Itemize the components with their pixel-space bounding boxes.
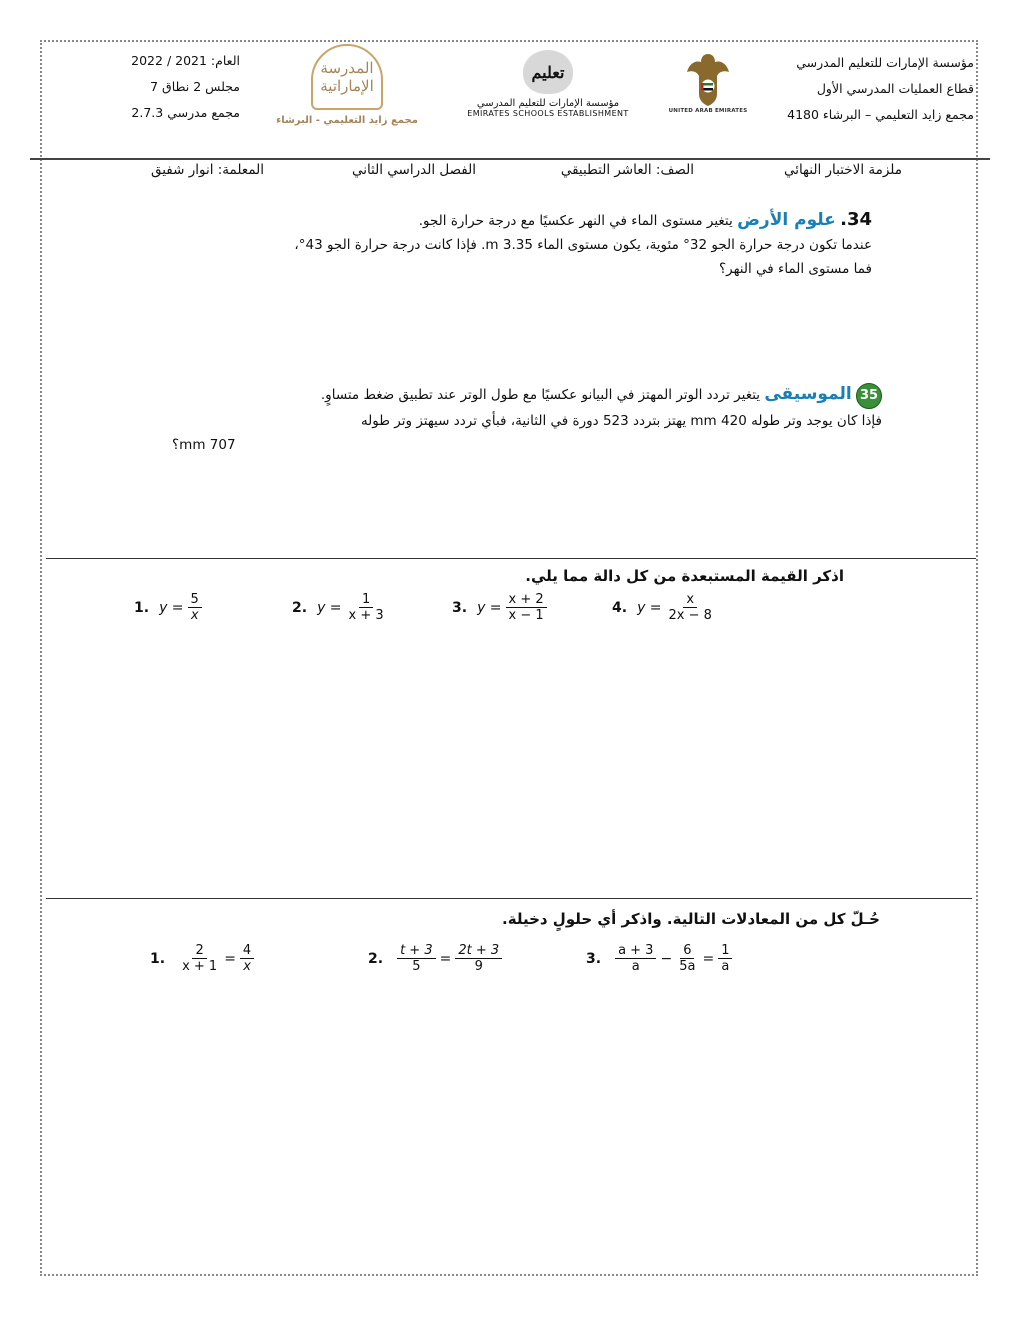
header-right-line3: مجمع زايد التعليمي – البرشاء 4180	[787, 107, 974, 122]
q34-line2: عندما تكون درجة حرارة الجو 32° مئوية، يكون مستوى الماء 3.35 m. فإذا كانت درجة حرارة الجو 43°،	[294, 237, 872, 253]
excluded-item-4-fraction	[666, 592, 715, 623]
ese-arabic-name: مؤسسة الإمارات للتعليم المدرسي	[476, 98, 620, 109]
excluded-item-3-fraction	[506, 592, 547, 623]
header-left	[100, 48, 240, 126]
fraction-numerator: 1	[359, 592, 373, 608]
equations-title: حُـلّ كل من المعادلات التالية. واذكر أي حلولٍ دخيلة.	[502, 910, 880, 928]
emirati-school-logo	[272, 44, 422, 126]
equation-1-number: 1.	[150, 950, 166, 967]
q35-topic: الموسيقى	[764, 384, 852, 404]
ese-logo	[458, 50, 638, 118]
equation-2	[368, 943, 506, 974]
q35-number-badge: 35	[856, 383, 882, 409]
teacher-label: المعلمة: انوار شفيق	[150, 162, 264, 178]
fraction-numerator: x	[683, 592, 697, 608]
equation-2-number: 2.	[368, 950, 384, 967]
equals-sign: =	[702, 950, 715, 967]
equation-3-second-fraction	[676, 943, 698, 974]
fraction-denominator: a	[721, 959, 730, 974]
fraction-numerator: 2	[192, 943, 206, 959]
minus-sign: −	[660, 950, 673, 967]
q35-line1: يتغير تردد الوتر المهتز في البيانو عكسيًا مع طول الوتر عند تطبيق ضغط متساوٍ.	[320, 387, 761, 403]
q35-line3: 707 mm؟	[172, 437, 236, 453]
excluded-item-3-number: 3.	[452, 599, 468, 616]
equals-sign: =	[224, 950, 236, 967]
school-emblem-icon: المدرسة الإماراتية	[311, 44, 383, 110]
fraction-numerator: x + 2	[506, 592, 547, 608]
excluded-item-4	[612, 592, 719, 623]
fraction-denominator: a	[631, 959, 640, 974]
header-right-line2: قطاع العمليات المدرسي الأول	[816, 81, 974, 96]
section-divider-1	[46, 558, 976, 559]
fraction-numerator: 2t + 3	[455, 943, 502, 959]
header-left-line1: العام: 2021 / 2022	[131, 53, 240, 68]
equation-3-third-fraction	[718, 943, 732, 974]
excluded-values-title: اذكر القيمة المستبعدة من كل دالة مما يلي.	[525, 567, 844, 585]
equals-sign: =	[439, 950, 452, 967]
uae-emblem-logo	[668, 50, 748, 114]
fraction-numerator: a + 3	[615, 943, 656, 959]
fraction-denominator: x − 1	[508, 608, 544, 623]
header-left-line2: مجلس 2 نطاق 7	[150, 79, 240, 94]
equation-1-right-fraction	[240, 943, 254, 974]
fraction-denominator: 9	[474, 959, 483, 974]
fraction-denominator: 5a	[679, 959, 696, 974]
equation-3-first-fraction	[615, 943, 656, 974]
grade-label: الصف: العاشر التطبيقي	[560, 162, 694, 178]
question-35	[142, 382, 882, 457]
excluded-item-2-number: 2.	[292, 599, 308, 616]
fraction-denominator: x	[190, 608, 199, 623]
excluded-item-1-lhs: y =	[159, 599, 184, 616]
q34-topic: علوم الأرض	[737, 210, 836, 230]
header-left-line3: مجمع مدرسي 2.7.3	[131, 105, 240, 120]
fraction-denominator: x + 3	[348, 608, 384, 623]
fraction-denominator: x + 1	[182, 959, 218, 974]
fraction-numerator: 6	[680, 943, 694, 959]
uae-caption: UNITED ARAB EMIRATES	[668, 108, 748, 114]
q35-line2: فإذا كان يوجد وتر طوله 420 mm يهتز بتردد 523 دورة في الثانية، فبأي تردد سيهتز وتر طوله	[360, 413, 882, 429]
excluded-item-1-fraction	[188, 592, 202, 623]
excluded-item-2	[292, 592, 391, 623]
equation-2-left-fraction	[397, 943, 436, 974]
equation-2-right-fraction	[455, 943, 502, 974]
equation-1-left-fraction	[179, 943, 220, 974]
excluded-item-4-number: 4.	[612, 599, 628, 616]
equation-3-number: 3.	[586, 950, 602, 967]
exam-title: ملزمة الاختبار النهائي	[783, 162, 902, 178]
excluded-item-2-fraction	[346, 592, 387, 623]
fraction-denominator: 2x − 8	[668, 608, 712, 623]
question-34	[172, 208, 872, 281]
excluded-item-4-lhs: y =	[637, 599, 662, 616]
excluded-item-1-number: 1.	[134, 599, 150, 616]
q34-line3: فما مستوى الماء في النهر؟	[718, 261, 872, 277]
header-divider	[30, 158, 990, 160]
equation-3	[586, 943, 736, 974]
fraction-numerator: t + 3	[397, 943, 436, 959]
school-caption: مجمع زايد التعليمي - البرشاء	[276, 115, 418, 126]
header-right-line1: مؤسسة الإمارات للتعليم المدرسي	[796, 55, 974, 70]
excluded-item-1	[134, 592, 206, 623]
section-divider-2	[46, 898, 972, 899]
excluded-item-3	[452, 592, 551, 623]
ese-mark-icon: تعليم	[523, 50, 573, 94]
ese-english-name: EMIRATES SCHOOLS ESTABLISHMENT	[467, 109, 629, 118]
q34-line1: يتغير مستوى الماء في النهر عكسيًا مع درجة حرارة الجو.	[418, 213, 733, 229]
header-right	[744, 50, 974, 128]
semester-label: الفصل الدراسي الثاني	[351, 162, 476, 178]
excluded-item-3-lhs: y =	[477, 599, 502, 616]
fraction-numerator: 5	[188, 592, 202, 608]
equation-1	[150, 943, 258, 974]
fraction-denominator: 5	[412, 959, 421, 974]
fraction-numerator: 1	[718, 943, 732, 959]
q34-number: 34.	[840, 209, 872, 230]
excluded-item-2-lhs: y =	[317, 599, 342, 616]
fraction-denominator: x	[243, 959, 251, 974]
falcon-emblem-icon	[683, 50, 733, 108]
fraction-numerator: 4	[240, 943, 254, 959]
